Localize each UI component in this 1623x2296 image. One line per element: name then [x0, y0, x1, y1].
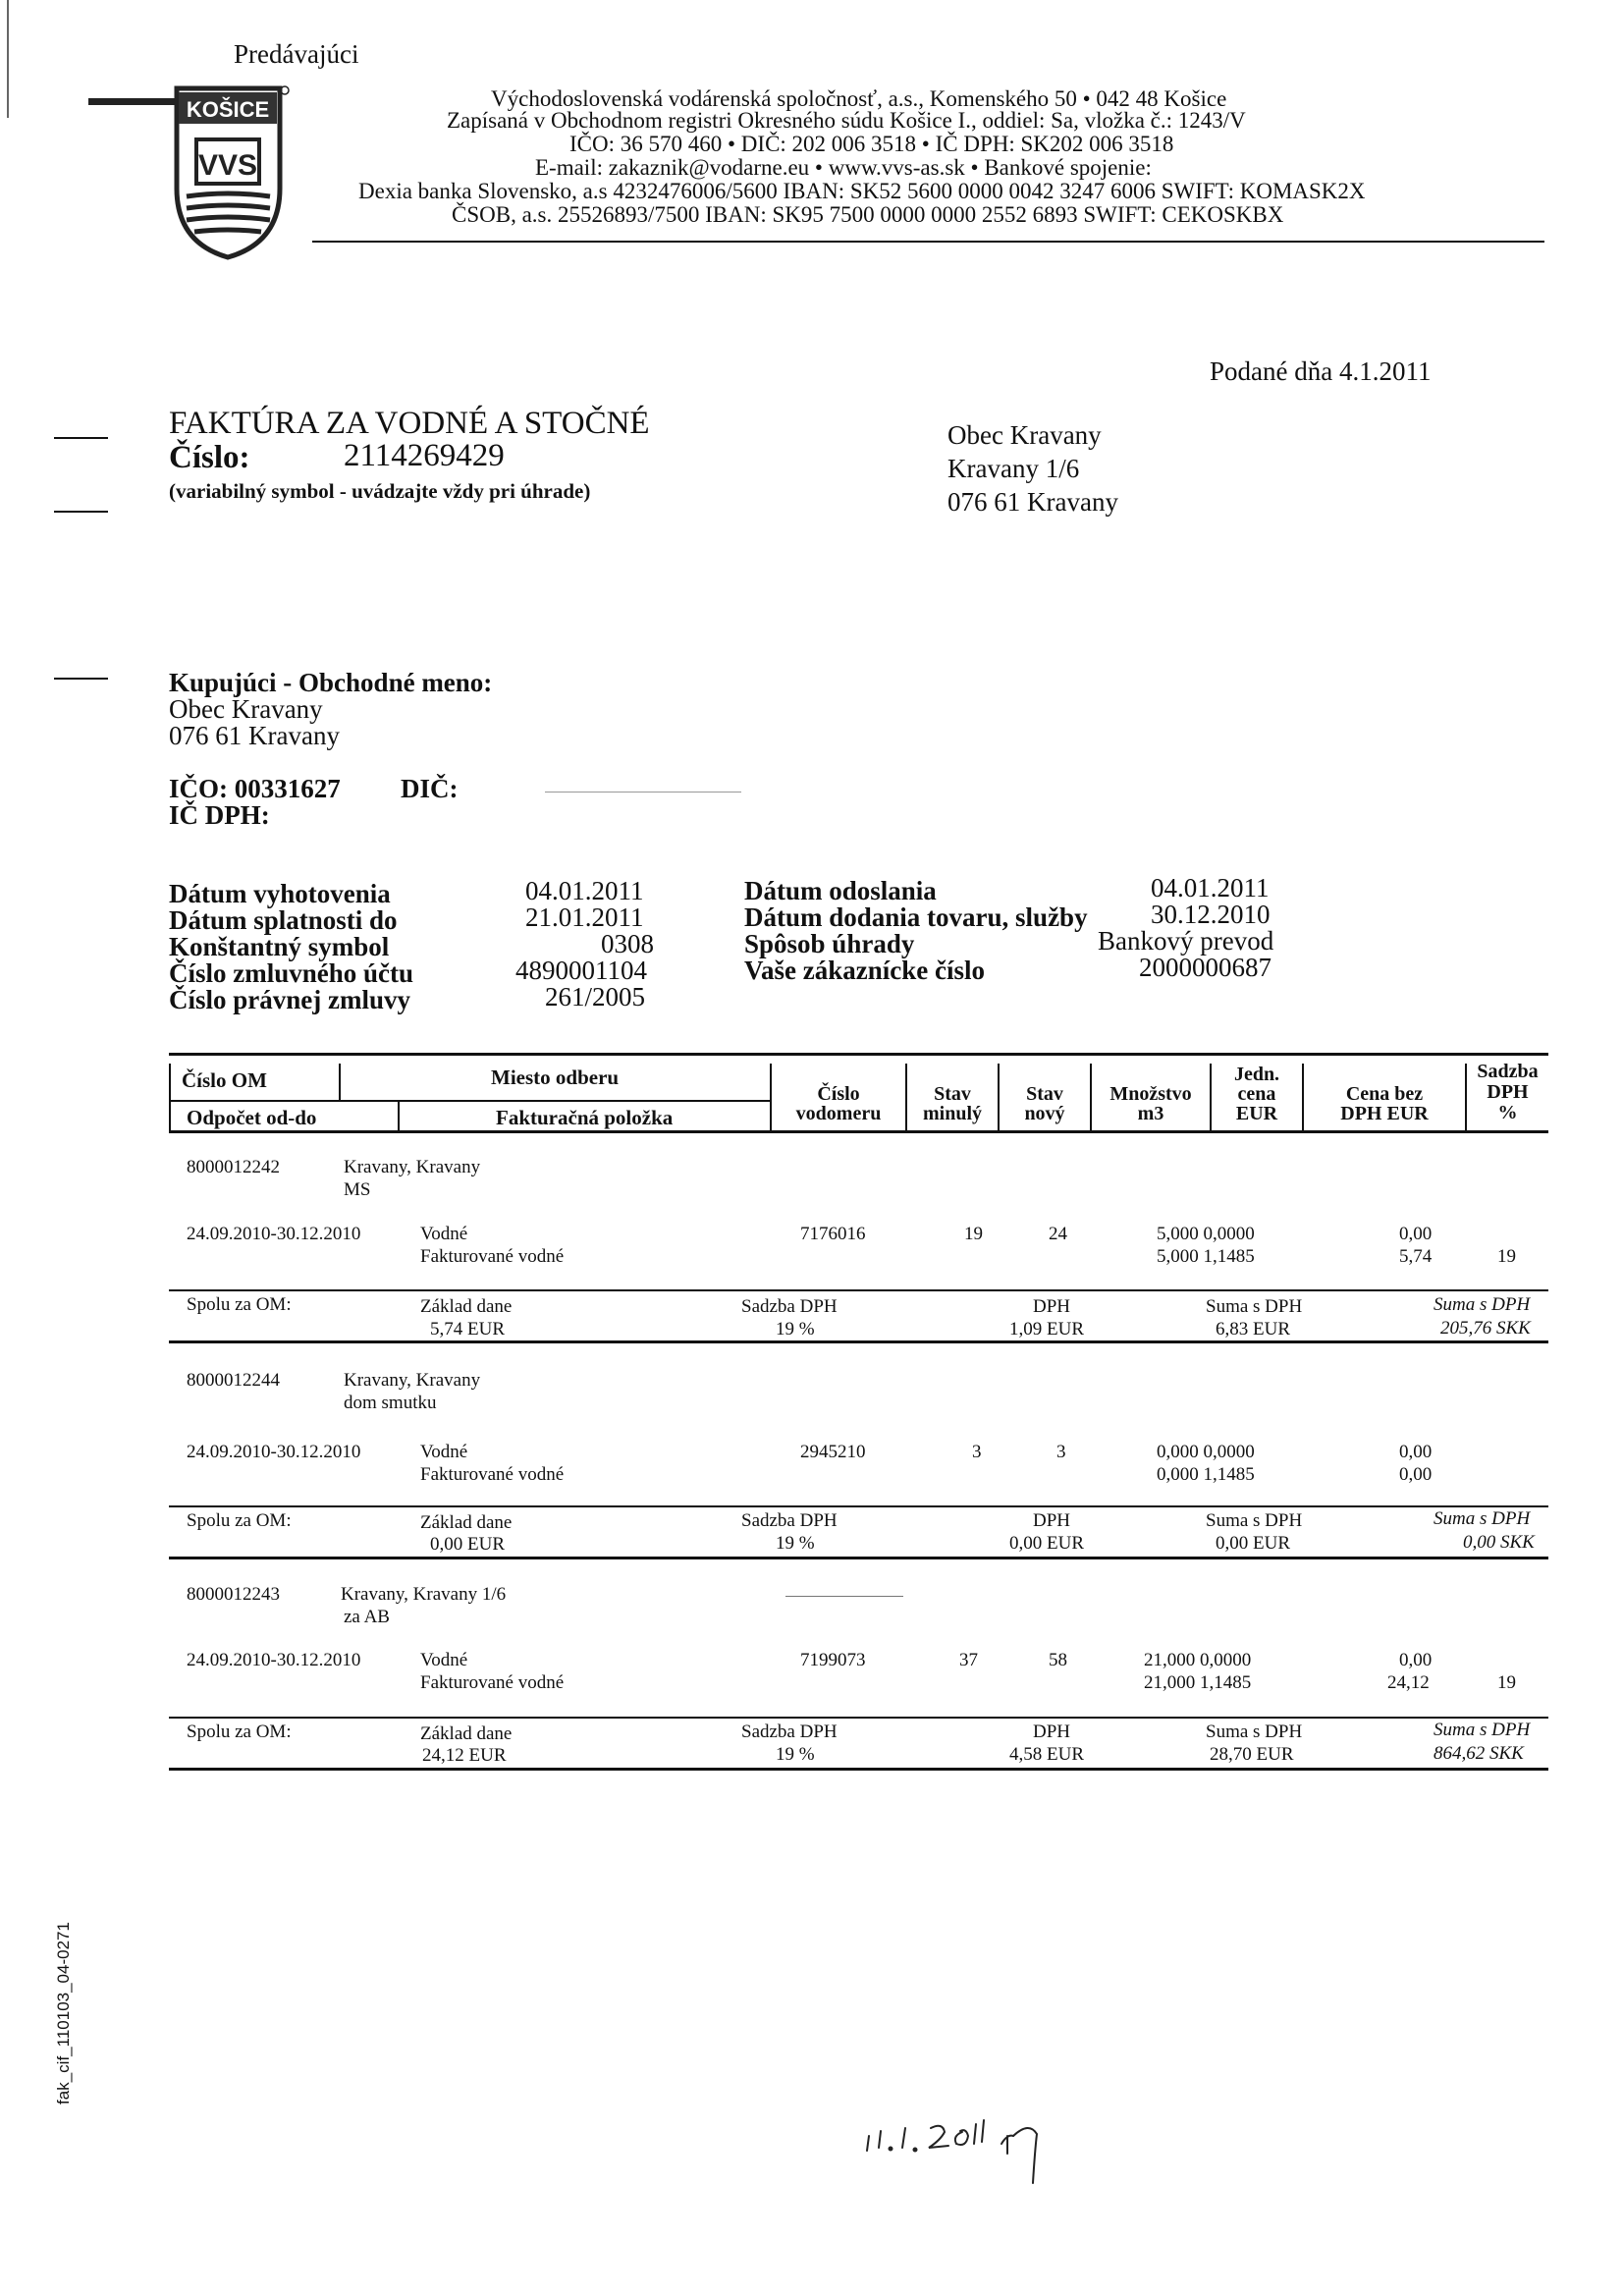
recipient-line-1: Obec Kravany [947, 420, 1102, 450]
summary-skk-label: Suma s DPH [1434, 1508, 1531, 1529]
state-new: 3 [1056, 1442, 1066, 1462]
th-vodomer-1: Číslo [817, 1083, 860, 1105]
vat-rate: 19 [1497, 1246, 1516, 1267]
meter-number: 7199073 [800, 1650, 866, 1670]
th-mid-rule [169, 1100, 770, 1102]
summary-skk-label: Suma s DPH [1434, 1294, 1531, 1315]
state-old: 3 [972, 1442, 982, 1462]
company-line-6: ČSOB, a.s. 25526893/7500 IBAN: SK95 7500 0000 0000 2552 6893 SWIFT: CEKOSKBX [452, 202, 1284, 227]
summary-suma: 0,00 EUR [1216, 1533, 1290, 1554]
th-mnozstvo-1: Množstvo [1109, 1083, 1192, 1105]
summary-zaklad: 0,00 EUR [430, 1534, 505, 1555]
buyer-dic: DIČ: [401, 774, 459, 803]
th-sadzba-3: % [1497, 1102, 1518, 1123]
th-stav-minuly-2: minulý [922, 1103, 983, 1124]
buyer-line-2: 076 61 Kravany [169, 721, 340, 750]
side-document-code: fak_cif_110103_04-0271 [54, 1922, 73, 2105]
summary-dph-label: DPH [1033, 1296, 1071, 1317]
state-new: 24 [1049, 1224, 1067, 1244]
recipient-line-3: 076 61 Kravany [947, 487, 1118, 517]
buyer-icdph: IČ DPH: [169, 800, 270, 830]
qty-price-1: 5,000 0,0000 [1157, 1224, 1255, 1244]
date-right-value-1: 30.12.2010 [1151, 900, 1271, 929]
summary-suma: 28,70 EUR [1210, 1744, 1294, 1765]
date-right-label-3: Vaše zákaznícke číslo [744, 956, 985, 985]
summary-top-rule [169, 1505, 1548, 1507]
date-right-label-1: Dátum dodania tovaru, služby [744, 902, 1088, 932]
summary-spolu: Spolu za OM: [187, 1510, 292, 1531]
company-line-3: IČO: 36 570 460 • DIČ: 202 006 3518 • IČ DPH: SK202 006 3518 [569, 132, 1174, 156]
th-vline-2 [398, 1100, 400, 1130]
buyer-ico: IČO: 00331627 [169, 774, 341, 803]
th-mnozstvo-2: m3 [1137, 1103, 1164, 1124]
date-label-2: Konštantný symbol [169, 932, 390, 961]
submitted-date: Podané dňa 4.1.2011 [1210, 356, 1432, 386]
handwritten-signature [864, 2106, 1100, 2185]
om-place: Kravany, Kravany 1/6 [341, 1584, 507, 1605]
th-stav-novy-2: nový [1024, 1103, 1065, 1124]
date-label-3: Číslo zmluvného účtu [169, 958, 414, 988]
qty-price-2: 0,000 1,1485 [1157, 1464, 1255, 1485]
item-1: Vodné [420, 1650, 468, 1670]
left-margin-line [7, 0, 9, 118]
summary-bottom-rule [169, 1557, 1548, 1559]
date-right-label-2: Spôsob úhrady [744, 929, 915, 958]
period: 24.09.2010-30.12.2010 [187, 1224, 361, 1244]
th-jedn-3: EUR [1235, 1103, 1278, 1124]
company-line-5: Dexia banka Slovensko, a.s 4232476006/5600 IBAN: SK52 5600 0000 0042 3247 6006 SWIFT: KOMASK2X [358, 179, 1366, 203]
date-value-1: 21.01.2011 [525, 902, 644, 932]
summary-dph: 1,09 EUR [1009, 1319, 1084, 1339]
summary-sadzba-label: Sadzba DPH [741, 1510, 838, 1531]
margin-mark-2 [54, 511, 108, 513]
qty-price-2: 5,000 1,1485 [1157, 1246, 1255, 1267]
summary-zaklad: 24,12 EUR [422, 1745, 507, 1766]
date-value-0: 04.01.2011 [525, 876, 644, 905]
th-top-rule [169, 1053, 1548, 1056]
summary-sadzba-label: Sadzba DPH [741, 1296, 838, 1317]
state-old: 37 [959, 1650, 978, 1670]
item-1: Vodné [420, 1224, 468, 1244]
summary-sadzba: 19 % [776, 1533, 815, 1554]
item-2: Fakturované vodné [420, 1464, 565, 1485]
th-cena-bez-1: Cena bez [1345, 1083, 1424, 1105]
date-right-label-0: Dátum odoslania [744, 876, 937, 905]
th-jedn-2: cena [1237, 1083, 1276, 1105]
summary-dph-label: DPH [1033, 1510, 1071, 1531]
header-rule [312, 241, 1544, 243]
price-2: 24,12 [1387, 1672, 1430, 1693]
summary-skk: 205,76 SKK [1440, 1318, 1531, 1339]
th-vline-1 [339, 1064, 341, 1100]
meter-number: 2945210 [800, 1442, 866, 1462]
recipient-line-2: Kravany 1/6 [947, 454, 1080, 483]
date-value-3: 4890001104 [515, 956, 647, 985]
invoice-title: FAKTÚRA ZA VODNÉ A STOČNÉ [169, 406, 650, 441]
summary-zaklad: 5,74 EUR [430, 1319, 505, 1339]
date-right-value-3: 2000000687 [1139, 953, 1271, 982]
invoice-number-label: Číslo: [169, 440, 250, 475]
summary-zaklad-label: Základ dane [420, 1296, 513, 1317]
item-2: Fakturované vodné [420, 1246, 565, 1267]
logo-text-mid: VVS [197, 149, 258, 182]
date-right-value-2: Bankový prevod [1098, 926, 1274, 956]
date-label-0: Dátum vyhotovenia [169, 879, 391, 908]
summary-suma-label: Suma s DPH [1206, 1722, 1303, 1742]
logo-text-top: KOŠICE [186, 97, 270, 122]
period: 24.09.2010-30.12.2010 [187, 1650, 361, 1670]
th-sadzba-1: Sadzba [1477, 1061, 1539, 1082]
price-2: 0,00 [1399, 1464, 1433, 1485]
margin-mark-1 [54, 437, 108, 439]
price-2: 5,74 [1399, 1246, 1433, 1267]
th-polozka: Fakturačná položka [496, 1106, 674, 1129]
invoice-number: 2114269429 [344, 438, 505, 473]
company-line-4: E-mail: zakaznik@vodarne.eu • www.vvs-as.sk • Bankové spojenie: [535, 155, 1152, 180]
company-line-2: Zapísaná v Obchodnom registri Okresného súdu Košice I., oddiel: Sa, vložka č.: 1243/V [447, 108, 1246, 133]
date-label-4: Číslo právnej zmluvy [169, 985, 410, 1014]
qty-price-1: 0,000 0,0000 [1157, 1442, 1255, 1462]
date-value-2: 0308 [601, 929, 654, 958]
om-place-2: MS [344, 1179, 371, 1200]
th-vodomer-2: vodomeru [795, 1103, 882, 1124]
company-line-1: Východoslovenská vodárenská spoločnosť, a.s., Komenského 50 • 042 48 Košice [491, 86, 1227, 111]
summary-dph: 4,58 EUR [1009, 1744, 1084, 1765]
summary-skk: 0,00 SKK [1463, 1532, 1535, 1553]
om-number: 8000012243 [187, 1584, 280, 1605]
period: 24.09.2010-30.12.2010 [187, 1442, 361, 1462]
summary-zaklad-label: Základ dane [420, 1723, 513, 1744]
item-2: Fakturované vodné [420, 1672, 565, 1693]
item-1: Vodné [420, 1442, 468, 1462]
summary-zaklad-label: Základ dane [420, 1512, 513, 1533]
om-number: 8000012244 [187, 1370, 280, 1391]
summary-top-rule [169, 1289, 1548, 1291]
company-logo [88, 81, 290, 262]
th-cislo-om: Číslo OM [182, 1068, 267, 1092]
th-jedn-1: Jedn. [1233, 1064, 1280, 1085]
price-1: 0,00 [1399, 1650, 1433, 1670]
variable-symbol-note: (variabilný symbol - uvádzajte vždy pri úhrade) [169, 479, 591, 503]
buyer-line-1: Obec Kravany [169, 694, 323, 724]
th-stav-minuly-1: Stav [934, 1083, 971, 1105]
summary-bottom-rule [169, 1340, 1548, 1343]
om-place: Kravany, Kravany [344, 1370, 481, 1391]
qty-price-2: 21,000 1,1485 [1144, 1672, 1252, 1693]
th-miesto: Miesto odberu [491, 1066, 620, 1089]
state-new: 58 [1049, 1650, 1067, 1670]
summary-skk: 864,62 SKK [1434, 1743, 1524, 1764]
price-1: 0,00 [1399, 1224, 1433, 1244]
date-label-1: Dátum splatnosti do [169, 905, 398, 935]
summary-skk-label: Suma s DPH [1434, 1720, 1531, 1740]
handwriting-icon [864, 2106, 1100, 2185]
date-value-4: 261/2005 [545, 982, 646, 1011]
summary-sadzba-label: Sadzba DPH [741, 1722, 838, 1742]
summary-bottom-rule [169, 1768, 1548, 1771]
summary-suma-label: Suma s DPH [1206, 1510, 1303, 1531]
summary-spolu: Spolu za OM: [187, 1722, 292, 1742]
summary-suma: 6,83 EUR [1216, 1319, 1290, 1339]
summary-top-rule [169, 1717, 1548, 1719]
th-vline-0 [169, 1064, 171, 1130]
summary-dph: 0,00 EUR [1009, 1533, 1084, 1554]
th-odpocet: Odpočet od-do [187, 1106, 317, 1129]
price-1: 0,00 [1399, 1442, 1433, 1462]
th-cena-bez-2: DPH EUR [1340, 1103, 1429, 1124]
om-number: 8000012242 [187, 1157, 280, 1177]
buyer-dic-redacted [545, 792, 741, 793]
om-place-2: za AB [344, 1607, 390, 1627]
state-old: 19 [964, 1224, 983, 1244]
logo-emblem-icon [88, 81, 290, 262]
buyer-label: Kupujúci - Obchodné meno: [169, 668, 493, 697]
om-place: Kravany, Kravany [344, 1157, 481, 1177]
qty-price-1: 21,000 0,0000 [1144, 1650, 1252, 1670]
vat-rate: 19 [1497, 1672, 1516, 1693]
meter-number: 7176016 [800, 1224, 866, 1244]
om-place-dash [785, 1596, 903, 1597]
seller-label: Predávajúci [234, 39, 359, 69]
summary-sadzba: 19 % [776, 1319, 815, 1339]
summary-dph-label: DPH [1033, 1722, 1071, 1742]
th-stav-novy-1: Stav [1026, 1083, 1063, 1105]
margin-mark-3 [54, 678, 108, 680]
th-sadzba-2: DPH [1487, 1081, 1529, 1103]
om-place-2: dom smutku [344, 1393, 437, 1413]
th-bottom-rule [169, 1130, 1548, 1133]
summary-spolu: Spolu za OM: [187, 1294, 292, 1315]
summary-sadzba: 19 % [776, 1744, 815, 1765]
date-right-value-0: 04.01.2011 [1151, 873, 1270, 902]
summary-suma-label: Suma s DPH [1206, 1296, 1303, 1317]
